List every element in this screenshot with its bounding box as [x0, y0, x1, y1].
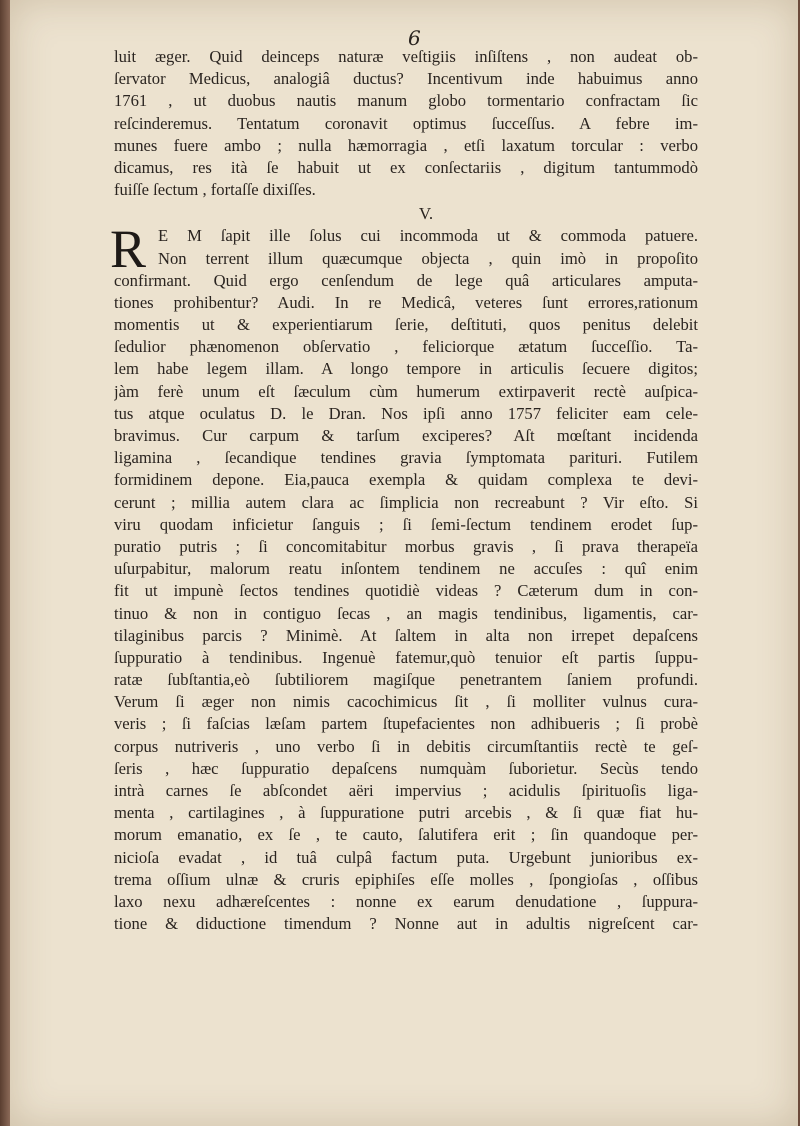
text-line: momentis ut & experientiarum ſerie, deſtituti, quos penitus delebit — [114, 315, 698, 335]
text-line: tilaginibus parcis ? Minimè. At ſaltem in alta non irrepet depaſcens — [114, 625, 698, 645]
text-block — [110, 46, 698, 935]
text-line: ratæ ſubſtantia,eò ſubtiliorem magiſque penetrantem ſaniem profundi. — [114, 670, 698, 690]
text-line: confirmant. Quid ergo cenſendum de lege quâ articulares amputa- — [114, 270, 698, 290]
text-line: bravimus. Cur carpum & tarſum exciperes? Aſt mœſtant incidenda — [114, 426, 698, 445]
text-line: E M ſapit ille ſolus cui incommoda ut & commoda patuere. — [158, 226, 698, 246]
drop-cap: R — [110, 219, 147, 280]
text-line: reſcinderemus. Tentatum coronavit optimus ſucceſſus. A febre im- — [114, 113, 698, 133]
text-line: Verum ſi æger non nimis cacochimicus ſit , ſi molliter vulnus cura- — [114, 692, 698, 712]
text-line: menta , cartilagines , à ſuppuratione putri arcebis , & ſi quæ fiat hu- — [114, 803, 698, 823]
text-line: cerunt ; millia autem clara ac ſimplicia non recreabunt ? Vir eſto. Si — [114, 492, 698, 512]
text-line: uſurpabitur, malorum reatu inſontem tendinem ne accuſes : quî enim — [114, 559, 698, 579]
text-line: Non terrent illum quæcumque objecta , quin imò in propoſito — [158, 248, 698, 268]
text-line: munes fuere ambo ; nulla hæmorragia , etſi laxatum torcular : verbo — [114, 135, 698, 155]
text-line: ſuppuratio à tendinibus. Ingenuè fatemur,quò tenuior eſt partis ſuppu- — [114, 647, 698, 667]
text-line: tinuo & non in contiguo ſecas , an magis tendinibus, ligamentis, car- — [114, 603, 698, 623]
text-line: ligamina , ſecandique tendines gravia ſymptomata parituri. Futilem — [114, 448, 698, 468]
text-line: tiones prohibentur? Audi. In re Medicâ, veteres ſunt errores,rationum — [114, 292, 698, 312]
text-line: viru quodam inficietur ſanguis ; ſi ſemi-ſectum tendinem erodet ſup- — [114, 514, 698, 534]
text-line: tus atque oculatus D. le Dran. Nos ipſi anno 1757 feliciter eam cele- — [114, 403, 698, 423]
text-line: 1761 , ut duobus nautis manum globo tormentario confractam ſic — [114, 91, 698, 111]
text-line: formidinem depone. Eia,pauca exempla & quidam complexa te devi- — [114, 470, 698, 490]
text-line: trema oſſium ulnæ & cruris epiphiſes eſſe molles , ſpongioſas , oſſibus — [114, 869, 698, 889]
text-line: lem habe legem illam. A longo tempore in articulis ſecuere digitos; — [114, 359, 698, 379]
text-line: nicioſa evadat , id tuâ culpâ factum puta. Urgebunt junioribus ex- — [114, 847, 698, 867]
text-line: tione & diductione timendum ? Nonne aut in adultis nigreſcent car- — [114, 914, 698, 934]
text-line: jàm ferè unum eſt ſæculum cùm humerum extirpaverit rectè auſpica- — [114, 381, 698, 401]
book-page — [10, 0, 798, 1126]
text-line: puratio putris ; ſi concomitabitur morbus gravis , ſi prava therapeïa — [114, 536, 698, 556]
text-line: fit ut impunè ſectos tendines quotidiè videas ? Cæterum dum in con- — [114, 581, 698, 601]
section-number: V. — [418, 204, 434, 224]
text-line: laxo nexu adhæreſcentes : nonne ex earum denudatione , ſuppura- — [114, 891, 698, 911]
text-line: luit æger. Quid deinceps naturæ veſtigiis inſiſtens , non audeat ob- — [114, 47, 698, 66]
text-line: ſervator Medicus, analogiâ ductus? Incentivum inde habuimus anno — [114, 69, 698, 89]
section-paragraph — [110, 219, 698, 935]
page-number: 6 — [408, 26, 421, 50]
paragraph-lines — [114, 270, 698, 936]
text-line: ſeris , hæc ſuppuratio depaſcens numquàm ſuborietur. Secùs tendo — [114, 758, 698, 778]
text-line: veris ; ſi faſcias læſam partem ſtupefacientes non adhibueris ; ſi probè — [114, 714, 698, 734]
drop-cap-lines — [114, 225, 698, 269]
text-line: ſedulior phænomenon obſervatio , feliciorque ætatum ſucceſſio. Ta- — [114, 337, 698, 357]
text-line: fuiſſe ſectum , fortaſſe dixiſſes. — [114, 180, 316, 200]
text-line: dicamus, res ità ſe habuit ut ex conſectariis , digitum tantummodò — [114, 157, 698, 177]
preceding-paragraph — [114, 46, 698, 201]
text-line: corpus nutriveris , uno verbo ſi in debitis circumſtantiis rectè te geſ- — [114, 736, 698, 756]
text-line: morum emanatio, ex ſe , te cauto, ſalutifera erit ; ſin quandoque per- — [114, 825, 698, 845]
book-spine — [0, 0, 10, 1126]
text-line: intrà carnes ſe abſcondet aëri impervius ; acidulis ſpirituoſis liga- — [114, 781, 698, 800]
